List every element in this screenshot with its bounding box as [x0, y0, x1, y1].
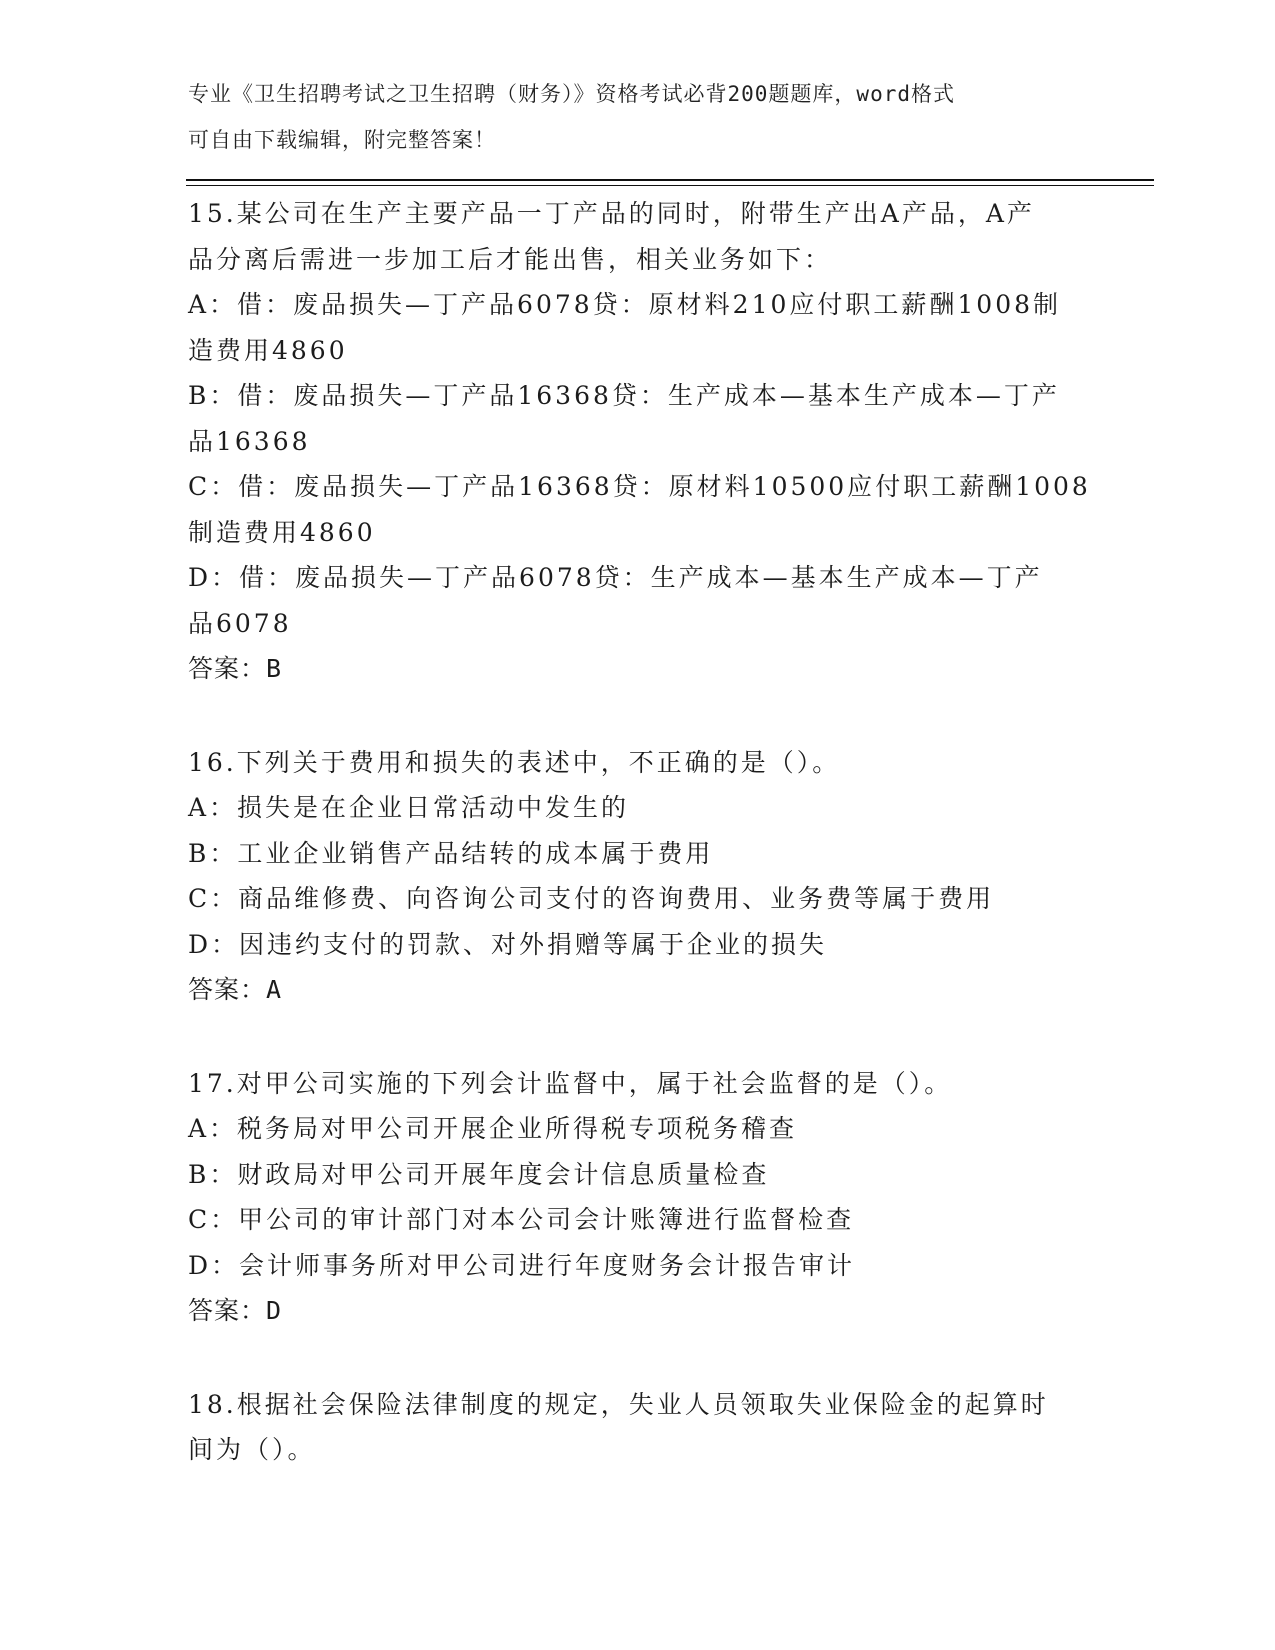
option-b: B：借：废品损失—丁产品16368贷：生产成本—基本生产成本—丁产	[188, 381, 1060, 410]
answer-label: 答案：A	[188, 975, 283, 1004]
option-a: 造费用4860	[188, 335, 348, 365]
option-c: C：商品维修费、向咨询公司支付的咨询费用、业务费等属于费用	[188, 884, 995, 913]
question-stem: 间为（）。	[188, 1435, 316, 1464]
spacer	[188, 1013, 1088, 1061]
header-divider-thick	[186, 179, 1154, 181]
option-b: B：财政局对甲公司开展年度会计信息质量检查	[188, 1159, 770, 1189]
question-15	[188, 191, 1091, 692]
option-b: 品16368	[188, 426, 311, 456]
question-stem: 16.下列关于费用和损失的表述中，不正确的是（）。	[188, 747, 841, 777]
option-b: B：工业企业销售产品结转的成本属于费用	[188, 838, 714, 868]
option-d: D：会计师事务所对甲公司进行年度财务会计报告审计	[188, 1250, 856, 1280]
question-stem: 品分离后需进一步加工后才能出售，相关业务如下：	[188, 244, 833, 274]
answer-label: 答案：D	[188, 1296, 283, 1325]
question-list	[188, 191, 1091, 1473]
document-header	[188, 72, 1088, 163]
question-16	[188, 740, 1088, 1013]
answer-label: 答案：B	[188, 654, 283, 683]
question-17	[188, 1061, 1088, 1334]
question-18	[188, 1382, 1088, 1473]
option-a: A：税务局对甲公司开展企业所得税专项税务稽查	[188, 1114, 798, 1143]
question-stem: 18.根据社会保险法律制度的规定，失业人员领取失业保险金的起算时	[188, 1389, 1049, 1419]
header-title-line-1: 专业《卫生招聘考试之卫生招聘（财务）》资格考试必背200题题库，word格式	[188, 82, 955, 106]
option-d: D：因违约支付的罚款、对外捐赠等属于企业的损失	[188, 929, 828, 959]
option-a: A：借：废品损失—丁产品6078贷：原材料210应付职工薪酬1008制	[188, 290, 1062, 319]
option-d: D：借：废品损失—丁产品6078贷：生产成本—基本生产成本—丁产	[188, 563, 1043, 592]
option-c: 制造费用4860	[188, 517, 376, 547]
option-d: 品6078	[188, 608, 292, 638]
spacer	[188, 1334, 1088, 1382]
header-divider-thin	[186, 185, 1154, 186]
header-title-line-2: 可自由下载编辑，附完整答案！	[188, 127, 496, 152]
question-stem: 15.某公司在生产主要产品一丁产品的同时，附带生产出A产品，A产	[188, 199, 1035, 228]
option-c: C：甲公司的审计部门对本公司会计账簿进行监督检查	[188, 1205, 855, 1234]
option-c: C：借：废品损失—丁产品16368贷：原材料10500应付职工薪酬1008	[188, 472, 1091, 501]
spacer	[188, 692, 1088, 740]
option-a: A：损失是在企业日常活动中发生的	[188, 793, 630, 822]
question-stem: 17.对甲公司实施的下列会计监督中，属于社会监督的是（）。	[188, 1068, 953, 1098]
